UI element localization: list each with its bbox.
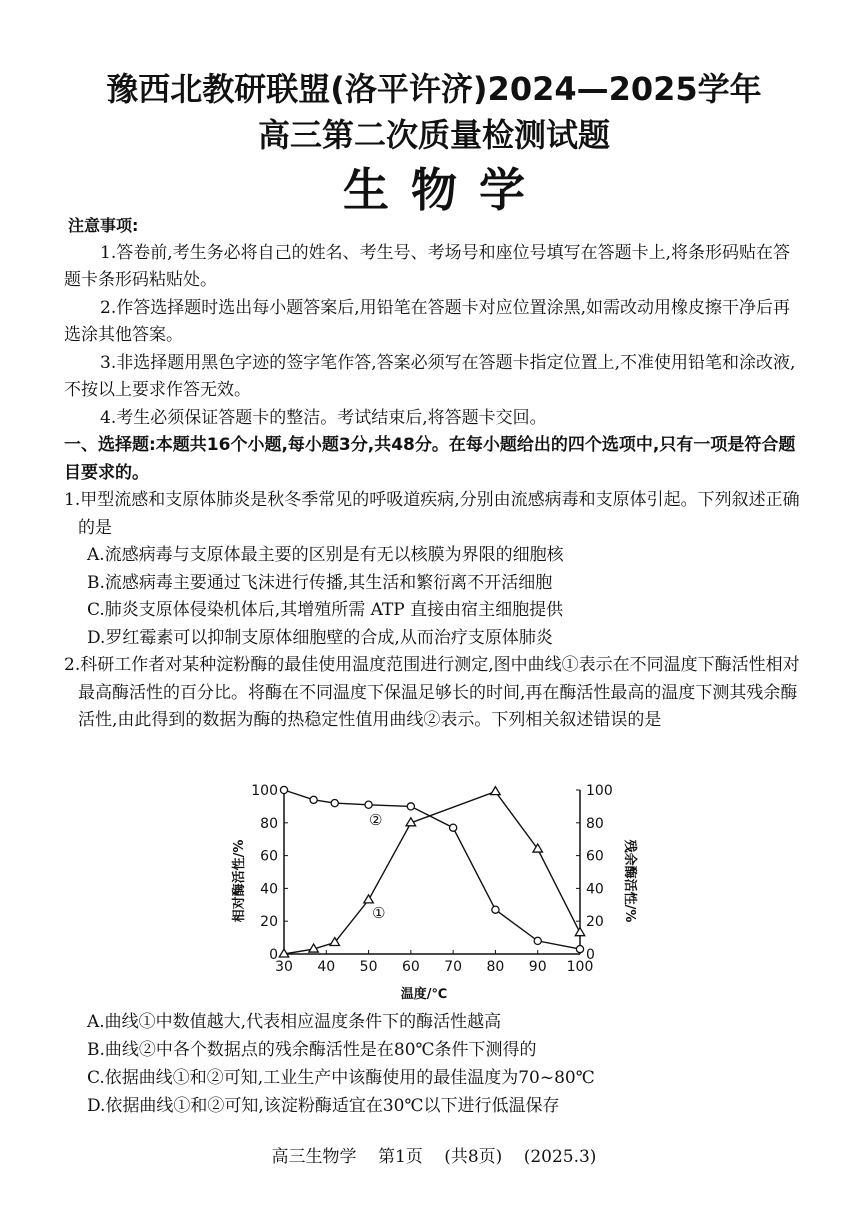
x-tick-label: 80 xyxy=(486,959,505,975)
y-tick-label-left: 40 xyxy=(260,881,278,898)
series-label-1: ① xyxy=(372,904,386,922)
question-2-option-a: A.曲线①中数值越大,代表相应温度条件下的酶活性越高 xyxy=(87,1012,502,1032)
y-tick-label-right: 100 xyxy=(586,783,613,799)
x-axis-label: 温度/℃ xyxy=(400,987,448,1002)
data-point-circle xyxy=(280,786,287,793)
data-point-circle xyxy=(450,824,457,831)
exam-body xyxy=(64,212,804,735)
y-tick-label-right: 0 xyxy=(586,947,595,963)
data-point-triangle xyxy=(575,928,585,936)
chart-markers xyxy=(279,786,585,957)
notice-item: 1.答卷前,考生务必将自己的姓名、考生号、考场号和座位号填写在答题卡上,将条形码贴在答题卡条形码粘贴处。 xyxy=(64,242,791,290)
question-2-stem: 2.科研工作者对某种淀粉酶的最佳使用温度范围进行测定,图中曲线①表示在不同温度下酶活性相对最高酶活性的百分比。将酶在不同温度下保温足够长的时间,再在酶活性最高的温度下测其残余酶活性,由此得到的数据为酶的热稳定性值用曲线②表示。下列相关叙述错误的是 xyxy=(64,655,800,730)
data-point-circle xyxy=(331,800,338,807)
y-axis-label-left: 相对酶活性/% xyxy=(232,839,247,923)
chart-svg xyxy=(226,776,646,1002)
data-point-circle xyxy=(365,801,372,808)
series-label-2: ② xyxy=(369,811,383,829)
enzyme-activity-chart xyxy=(226,776,646,1002)
y-tick-label-right: 40 xyxy=(586,881,604,898)
footer-total: (共8页) xyxy=(444,1147,503,1167)
page-footer xyxy=(0,1142,868,1167)
series-line-1 xyxy=(284,792,580,954)
footer-subject: 高三生物学 xyxy=(271,1147,357,1167)
y-tick-label-left: 0 xyxy=(269,947,278,963)
footer-date: (2025.3) xyxy=(523,1147,597,1167)
data-point-circle xyxy=(534,937,541,944)
x-tick-label: 40 xyxy=(317,959,336,975)
chart-ticks xyxy=(251,783,612,975)
data-point-circle xyxy=(576,945,583,952)
x-tick-label: 70 xyxy=(444,959,463,975)
question-2-option-c: C.依据曲线①和②可知,工业生产中该酶使用的最佳温度为70~80℃ xyxy=(87,1068,595,1088)
data-point-circle xyxy=(407,803,414,810)
data-point-circle xyxy=(310,796,317,803)
notice-item: 3.非选择题用黑色字迹的签字笔作答,答案必须写在答题卡指定位置上,不准使用铅笔和涂改液,不按以上要求作答无效。 xyxy=(64,352,796,400)
question-1-option-a: A.流感病毒与支原体最主要的区别是有无以核膜为界限的细胞核 xyxy=(87,545,564,565)
data-point-triangle xyxy=(491,787,501,795)
y-tick-label-left: 60 xyxy=(260,848,278,865)
exam-title-line1: 豫西北教研联盟(洛平许济)2024—2025学年 xyxy=(106,70,762,108)
x-tick-label: 90 xyxy=(528,959,547,975)
section-heading: 一、选择题:本题共16个小题,每小题3分,共48分。在每小题给出的四个选项中,只有一项是符合题目要求的。 xyxy=(64,435,796,483)
y-tick-label-right: 20 xyxy=(586,914,604,931)
chart-series-lines xyxy=(284,790,580,954)
notice-item: 4.考生必须保证答题卡的整洁。考试结束后,将答题卡交回。 xyxy=(100,407,547,428)
question-1-option-b: B.流感病毒主要通过飞沫进行传播,其生活和繁衍离不开活细胞 xyxy=(87,572,553,593)
y-tick-label-left: 100 xyxy=(251,783,278,799)
x-tick-label: 60 xyxy=(401,959,420,975)
question-2-options xyxy=(64,1008,804,1120)
notice-item: 2.作答选择题时选出每小题答案后,用铅笔在答题卡对应位置涂黑,如需改动用橡皮擦干净后再选涂其他答案。 xyxy=(64,297,791,345)
subject-title: 生物学 xyxy=(343,163,547,217)
data-point-circle xyxy=(492,906,499,913)
exam-title-line2: 高三第二次质量检测试题 xyxy=(257,116,610,154)
x-tick-label: 30 xyxy=(275,959,293,975)
question-2-option-d: D.依据曲线①和②可知,该淀粉酶适宜在30℃以下进行低温保存 xyxy=(87,1096,560,1116)
question-2-option-b: B.曲线②中各个数据点的残余酶活性是在80℃条件下测得的 xyxy=(87,1040,537,1060)
y-tick-label-left: 20 xyxy=(260,914,278,931)
question-1-option-d: D.罗红霉素可以抑制支原体细胞壁的合成,从而治疗支原体肺炎 xyxy=(87,627,553,648)
question-1-stem: 1.甲型流感和支原体肺炎是秋冬季常见的呼吸道疾病,分别由流感病毒和支原体引起。下列叙述正确的是 xyxy=(64,490,800,538)
data-point-triangle xyxy=(364,895,374,903)
y-axis-label-right: 残余酶活性/% xyxy=(622,839,637,923)
y-tick-label-left: 80 xyxy=(260,815,278,832)
footer-page: 第1页 xyxy=(377,1147,423,1167)
notice-heading: 注意事项: xyxy=(68,216,139,235)
y-tick-label-right: 80 xyxy=(586,815,604,832)
question-1-option-c: C.肺炎支原体侵染机体后,其增殖所需 ATP 直接由宿主细胞提供 xyxy=(87,600,564,620)
x-tick-label: 50 xyxy=(359,959,378,975)
series-line-2 xyxy=(284,790,580,949)
y-tick-label-right: 60 xyxy=(586,848,604,865)
x-tick-label: 100 xyxy=(566,959,594,975)
